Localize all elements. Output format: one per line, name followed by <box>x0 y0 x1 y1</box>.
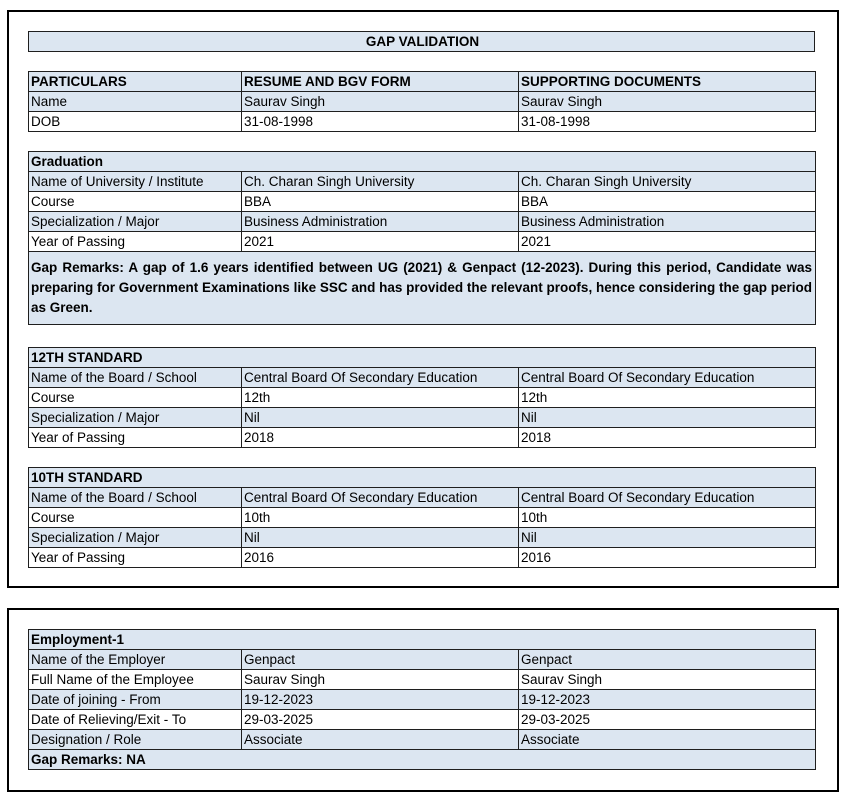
resume-value: Business Administration <box>242 212 519 232</box>
document-value: Central Board Of Secondary Education <box>519 368 816 388</box>
table-row <box>29 670 816 690</box>
document-value: Central Board Of Secondary Education <box>519 488 816 508</box>
twelfth-heading: 12TH STANDARD <box>29 348 816 368</box>
resume-value: BBA <box>242 192 519 212</box>
document-value: Nil <box>519 408 816 428</box>
table-row <box>29 710 816 730</box>
row-label: Course <box>29 388 242 408</box>
header-supporting-docs: SUPPORTING DOCUMENTS <box>519 72 816 92</box>
document-value: Associate <box>519 730 816 750</box>
resume-value: Ch. Charan Singh University <box>242 172 519 192</box>
document-value: 2016 <box>519 548 816 568</box>
graduation-heading: Graduation <box>29 152 816 172</box>
resume-value: 29-03-2025 <box>242 710 519 730</box>
resume-value: Genpact <box>242 650 519 670</box>
resume-value: 10th <box>242 508 519 528</box>
row-label: Course <box>29 508 242 528</box>
resume-value: 19-12-2023 <box>242 690 519 710</box>
document-value: Nil <box>519 528 816 548</box>
row-label: DOB <box>29 112 242 132</box>
table-row <box>29 112 816 132</box>
title-table <box>28 31 815 52</box>
table-row <box>29 548 816 568</box>
employment-heading: Employment-1 <box>29 630 816 650</box>
document-value: Ch. Charan Singh University <box>519 172 816 192</box>
document-value: 12th <box>519 388 816 408</box>
document-value: 10th <box>519 508 816 528</box>
table-row <box>29 650 816 670</box>
header-particulars: PARTICULARS <box>29 72 242 92</box>
row-label: Course <box>29 192 242 212</box>
tenth-heading: 10TH STANDARD <box>29 468 816 488</box>
table-row <box>29 408 816 428</box>
document-value: Genpact <box>519 650 816 670</box>
row-label: Date of Relieving/Exit - To <box>29 710 242 730</box>
table-row <box>29 488 816 508</box>
document-value: Saurav Singh <box>519 670 816 690</box>
row-label: Year of Passing <box>29 428 242 448</box>
document-value: 2018 <box>519 428 816 448</box>
resume-value: Saurav Singh <box>242 670 519 690</box>
table-row <box>29 172 816 192</box>
document-value: 31-08-1998 <box>519 112 816 132</box>
employment-gap-remarks: Gap Remarks: NA <box>29 750 816 770</box>
table-row <box>29 212 816 232</box>
tenth-table <box>28 467 816 568</box>
column-header-row <box>29 72 816 92</box>
document-value: 29-03-2025 <box>519 710 816 730</box>
row-label: Specialization / Major <box>29 408 242 428</box>
resume-value: Nil <box>242 528 519 548</box>
row-label: Name of University / Institute <box>29 172 242 192</box>
row-label: Specialization / Major <box>29 528 242 548</box>
resume-value: Central Board Of Secondary Education <box>242 488 519 508</box>
document-value: Business Administration <box>519 212 816 232</box>
table-row <box>29 192 816 212</box>
row-label: Name of the Board / School <box>29 488 242 508</box>
graduation-table <box>28 151 816 325</box>
table-row <box>29 368 816 388</box>
row-label: Specialization / Major <box>29 212 242 232</box>
row-label: Date of joining - From <box>29 690 242 710</box>
resume-value: 2021 <box>242 232 519 252</box>
twelfth-table <box>28 347 816 448</box>
particulars-table <box>28 71 816 132</box>
page-title: GAP VALIDATION <box>29 32 815 52</box>
resume-value: Central Board Of Secondary Education <box>242 368 519 388</box>
document-value: Saurav Singh <box>519 92 816 112</box>
table-row <box>29 508 816 528</box>
row-label: Year of Passing <box>29 232 242 252</box>
document-value: 2021 <box>519 232 816 252</box>
document-value: 19-12-2023 <box>519 690 816 710</box>
resume-value: Saurav Singh <box>242 92 519 112</box>
table-row <box>29 92 816 112</box>
row-label: Name of the Board / School <box>29 368 242 388</box>
row-label: Name of the Employer <box>29 650 242 670</box>
resume-value: 2018 <box>242 428 519 448</box>
resume-value: 31-08-1998 <box>242 112 519 132</box>
table-row <box>29 232 816 252</box>
row-label: Full Name of the Employee <box>29 670 242 690</box>
table-row <box>29 428 816 448</box>
resume-value: Associate <box>242 730 519 750</box>
row-label: Name <box>29 92 242 112</box>
document-value: BBA <box>519 192 816 212</box>
resume-value: 12th <box>242 388 519 408</box>
table-row <box>29 528 816 548</box>
table-row <box>29 690 816 710</box>
graduation-gap-remarks: Gap Remarks: A gap of 1.6 years identified between UG (2021) & Genpact (12-2023). During this period, Candidate was preparing for Government Examinations like SSC and has provided the relevant proofs, hence considering the gap period as Green. <box>29 252 816 325</box>
resume-value: Nil <box>242 408 519 428</box>
row-label: Year of Passing <box>29 548 242 568</box>
employment-table <box>28 629 816 770</box>
header-resume-bgv: RESUME AND BGV FORM <box>242 72 519 92</box>
row-label: Designation / Role <box>29 730 242 750</box>
table-row <box>29 730 816 750</box>
table-row <box>29 388 816 408</box>
resume-value: 2016 <box>242 548 519 568</box>
